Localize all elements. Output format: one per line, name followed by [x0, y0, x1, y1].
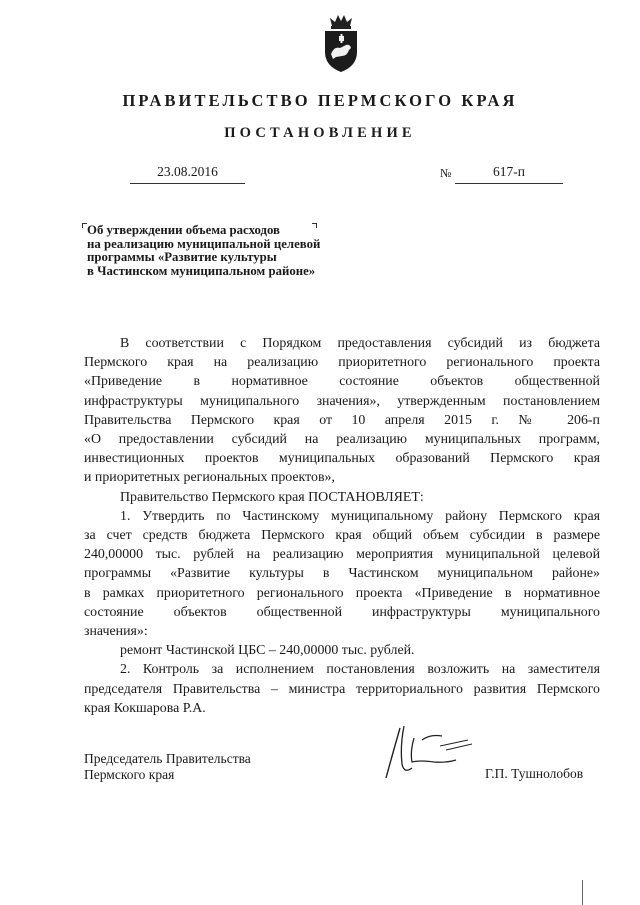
subject-line: Об утверждении объема расходов	[87, 223, 280, 237]
subject-line: в Частинском муниципальном районе»	[87, 263, 316, 278]
body-line: ремонт Частинской ЦБС – 240,00000 тыс. рублей.	[120, 643, 415, 659]
signer-position-line: Председатель Правительства	[84, 751, 251, 766]
signer-position-line: Пермского края	[84, 767, 175, 782]
body-line: председателя Правительства – министра территориального развития Пермского	[84, 681, 600, 697]
body-line: значения»:	[84, 624, 148, 640]
document-type: ПОСТАНОВЛЕНИЕ	[224, 125, 416, 141]
body-line: Правительство Пермского края ПОСТАНОВЛЯЕТ:	[120, 489, 424, 505]
handwritten-signature	[382, 716, 477, 786]
signer-name: Г.П. Тушнолобов	[485, 766, 584, 781]
body-line: 2. Контроль за исполнением постановления возложить на заместителя	[120, 662, 600, 678]
body-line: инвестиционных проектов муниципальных образований Пермского края	[84, 451, 600, 467]
body-line: В соответствии с Порядком предоставления субсидий из бюджета	[120, 336, 600, 351]
body-line: инфраструктуры муниципального значения», утвержденным постановлением	[84, 393, 600, 409]
document-number: 617-п	[455, 162, 563, 184]
document-body	[84, 334, 600, 718]
body-line: состояние объектов общественной инфраструктуры муниципального	[84, 604, 600, 620]
document-date: 23.08.2016	[130, 162, 245, 184]
body-line: программы «Развитие культуры в Частинском муниципальном районе»	[84, 566, 600, 582]
perm-krai-coat-of-arms-icon	[322, 12, 360, 74]
body-line: 1. Утвердить по Частинскому муниципальному району Пермского края	[120, 508, 600, 524]
body-line: «О предоставлении субсидий на реализацию муниципальных программ,	[84, 432, 600, 448]
body-line: 240,00000 тыс. рублей на реализацию мероприятия муниципальной целевой	[84, 547, 600, 563]
body-line: «Приведение в нормативное состояние объектов общественной	[84, 374, 600, 390]
number-sign: №	[440, 166, 452, 180]
scan-artifact	[582, 880, 583, 905]
body-line: Правительства Пермского края от 10 апреля 2015 г. № 206-п	[84, 412, 600, 428]
body-line: и приоритетных региональных проектов»,	[84, 470, 335, 486]
body-line: за счет средств бюджета Пермского края общий объем субсидии в размере	[84, 528, 600, 544]
body-line: Пермского края на реализацию приоритетного регионального проекта	[84, 355, 600, 371]
subject-line: программы «Развитие культуры	[87, 250, 277, 264]
subject-line: на реализацию муниципальной целевой	[87, 236, 321, 251]
organization-title: ПРАВИТЕЛЬСТВО ПЕРМСКОГО КРАЯ	[122, 91, 518, 110]
subject-block	[87, 224, 387, 278]
body-line: в рамках приоритетного регионального проекта «Приведение в нормативное	[84, 585, 600, 601]
body-line: края Кокшарова Р.А.	[84, 700, 206, 716]
signer-position	[84, 751, 251, 783]
